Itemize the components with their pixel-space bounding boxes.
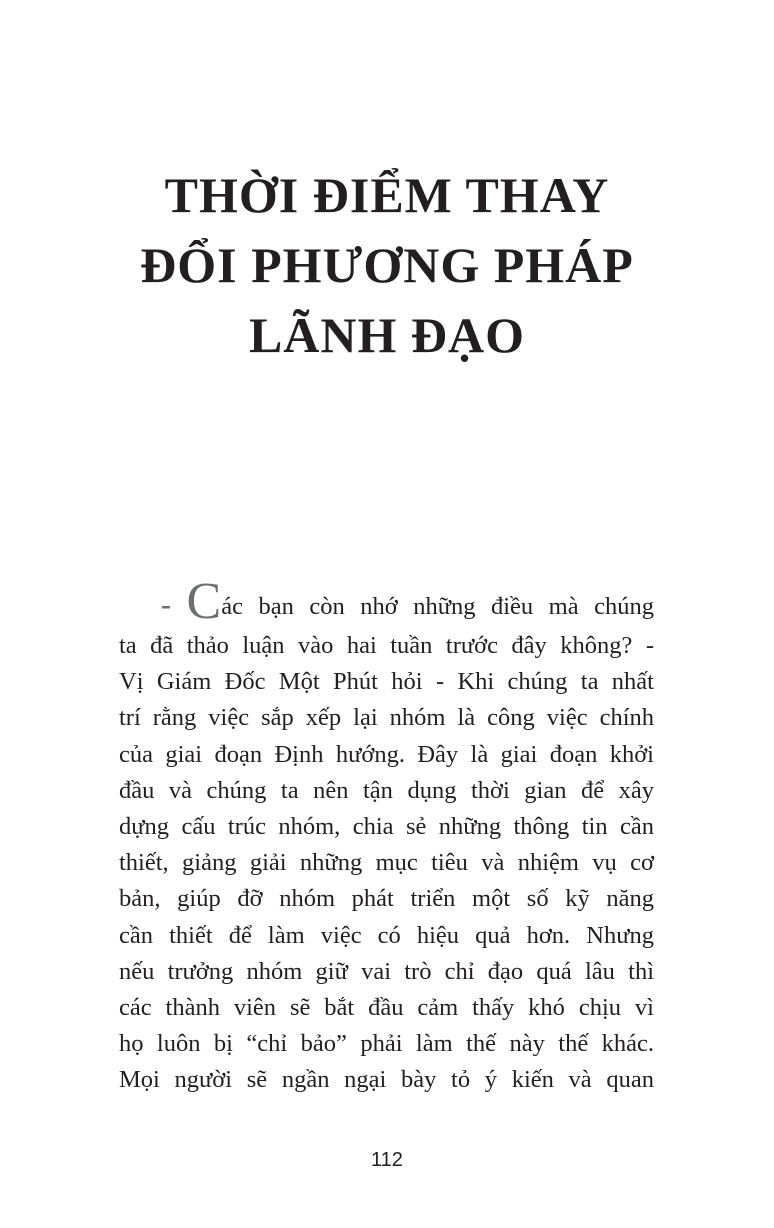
body-line: Vị Giám Đốc Một Phút hỏi - Khi chúng ta nhất [119, 668, 654, 696]
chapter-title [0, 160, 774, 370]
drop-cap: C [186, 573, 222, 630]
body-line: ta đã thảo luận vào hai tuần trước đây không? - [119, 632, 654, 659]
body-line: cần thiết để làm việc có hiệu quả hơn. Nhưng [119, 921, 654, 949]
body-line: đầu và chúng ta nên tận dụng thời gian để xây [119, 776, 654, 804]
body-line: Mọi người sẽ ngần ngại bày tỏ ý kiến và quan [119, 1066, 654, 1094]
chapter-title-line: ĐỔI PHƯƠNG PHÁP [140, 237, 634, 293]
page-number: 112 [371, 1149, 403, 1171]
body-first-line [119, 573, 655, 630]
body-line: dựng cấu trúc nhóm, chia sẻ những thông tin cần [119, 812, 654, 840]
body-paragraph [119, 573, 655, 1098]
chapter-title-line: THỜI ĐIỂM THAY [164, 167, 610, 223]
body-line: nếu trưởng nhóm giữ vai trò chỉ đạo quá lâu thì [119, 957, 654, 985]
body-line: họ luôn bị “chỉ bảo” phải làm thế này thế khác. [119, 1030, 654, 1058]
opening-dash: - [161, 588, 171, 621]
first-line-text: ác bạn còn nhớ những điều mà chúng [221, 593, 655, 620]
body-line: các thành viên sẽ bắt đầu cảm thấy khó chịu vì [119, 993, 654, 1021]
body-line: trí rằng việc sắp xếp lại nhóm là công việc chính [119, 704, 654, 732]
body-line: thiết, giảng giải những mục tiêu và nhiệm vụ cơ [119, 849, 654, 877]
body-line: của giai đoạn Định hướng. Đây là giai đoạn khởi [119, 740, 654, 768]
chapter-title-line: LÃNH ĐẠO [248, 307, 526, 363]
body-line: bản, giúp đỡ nhóm phát triển một số kỹ năng [119, 885, 654, 913]
